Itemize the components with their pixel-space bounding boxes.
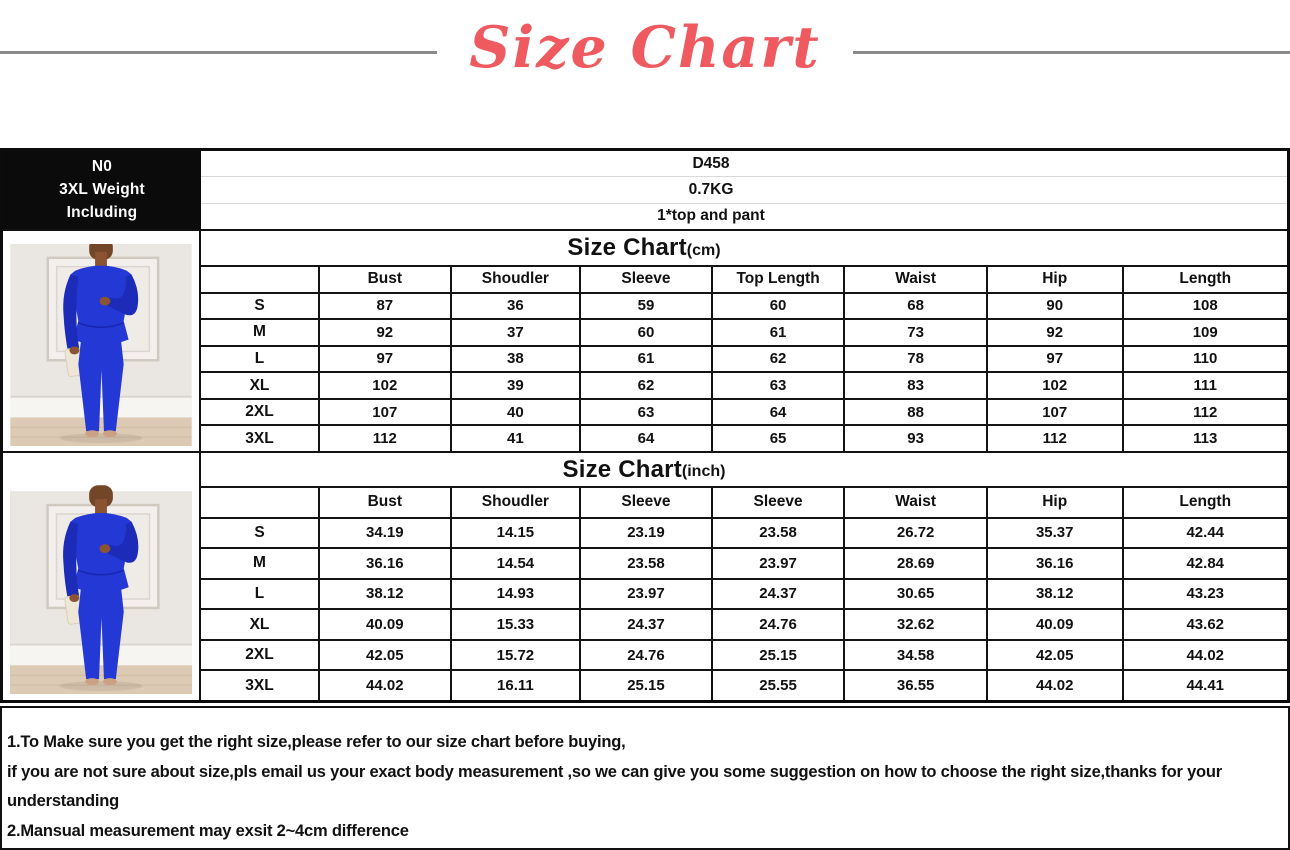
row-label-xl: XL (201, 371, 318, 398)
row-label-xl: XL (201, 608, 318, 639)
product-number-value: D458 (201, 151, 1287, 177)
row-label-3xl: 3XL (201, 424, 318, 451)
table-cell-value: 37 (450, 318, 580, 345)
product-photo-1 (3, 231, 201, 453)
table-cell-value: 43.62 (1122, 608, 1287, 639)
table-cell-value: 68 (843, 292, 986, 319)
size-chart-cm-unit: (cm) (686, 241, 721, 259)
table-cell-value: 28.69 (843, 547, 986, 578)
table-cell-value: 92 (986, 318, 1122, 345)
table-cell-value: 113 (1122, 424, 1287, 451)
table-cell-value: 16.11 (450, 669, 580, 700)
table-cell-value: 38.12 (986, 578, 1122, 609)
column-header-sleeve: Sleeve (711, 486, 844, 517)
note-line-4: 2.Mansual measurement may exsit 2~4cm difference (7, 821, 409, 840)
table-cell-value: 24.37 (711, 578, 844, 609)
note-line-3: understanding (7, 792, 119, 810)
table-cell-value: 23.58 (579, 547, 711, 578)
table-cell-value: 73 (843, 318, 986, 345)
table-cell-value: 40.09 (986, 608, 1122, 639)
table-cell-value: 110 (1122, 345, 1287, 372)
row-label-3xl: 3XL (201, 669, 318, 700)
product-photo-1-figure (10, 244, 192, 446)
size-chart-inch-heading (201, 453, 1287, 486)
table-cell-value: 42.05 (318, 639, 450, 670)
table-cell-value: 15.72 (450, 639, 580, 670)
column-header-blank (201, 265, 318, 292)
table-cell-value: 102 (318, 371, 450, 398)
product-including-label: Including (66, 203, 138, 221)
table-cell-value: 62 (579, 371, 711, 398)
table-cell-value: 14.15 (450, 517, 580, 548)
row-label-m: M (201, 547, 318, 578)
table-cell-value: 62 (711, 345, 844, 372)
table-cell-value: 64 (579, 424, 711, 451)
size-chart-inch-table (201, 453, 1287, 700)
title-band (0, 0, 1290, 104)
table-cell-value: 108 (1122, 292, 1287, 319)
table-cell-value: 111 (1122, 371, 1287, 398)
sizing-notes (0, 706, 1290, 850)
row-label-l: L (201, 345, 318, 372)
table-cell-value: 83 (843, 371, 986, 398)
table-cell-value: 60 (579, 318, 711, 345)
column-header-sleeve: Sleeve (579, 265, 711, 292)
table-cell-value: 78 (843, 345, 986, 372)
column-header-bust: Bust (318, 265, 450, 292)
product-weight-value: 0.7KG (201, 177, 1287, 203)
table-cell-value: 23.97 (579, 578, 711, 609)
column-header-hip: Hip (986, 486, 1122, 517)
table-cell-value: 112 (318, 424, 450, 451)
column-header-top-length: Top Length (711, 265, 844, 292)
table-cell-value: 102 (986, 371, 1122, 398)
table-cell-value: 41 (450, 424, 580, 451)
column-header-waist: Waist (843, 486, 986, 517)
size-chart-cm-heading (201, 231, 1287, 265)
column-header-shoudler: Shoudler (450, 265, 580, 292)
table-cell-value: 87 (318, 292, 450, 319)
table-cell-value: 25.15 (579, 669, 711, 700)
table-cell-value: 93 (843, 424, 986, 451)
table-cell-value: 25.55 (711, 669, 844, 700)
product-photo-2 (3, 453, 201, 700)
table-cell-value: 14.54 (450, 547, 580, 578)
table-cell-value: 24.76 (579, 639, 711, 670)
table-cell-value: 42.05 (986, 639, 1122, 670)
column-header-length: Length (1122, 486, 1287, 517)
table-cell-value: 39 (450, 371, 580, 398)
table-cell-value: 23.58 (711, 517, 844, 548)
table-cell-value: 40.09 (318, 608, 450, 639)
table-cell-value: 34.58 (843, 639, 986, 670)
table-cell-value: 36 (450, 292, 580, 319)
table-cell-value: 97 (318, 345, 450, 372)
column-header-length: Length (1122, 265, 1287, 292)
table-cell-value: 64 (711, 398, 844, 425)
size-chart-cm-title: Size Chart (567, 234, 687, 261)
table-cell-value: 44.02 (986, 669, 1122, 700)
page-title: Size Chart (469, 13, 821, 81)
size-chart-cm-table (201, 231, 1287, 453)
table-cell-value: 97 (986, 345, 1122, 372)
note-line-2: if you are not sure about size,pls email us your exact body measurement ,so we can give you some suggestion on how to choose the right size,thanks for your (7, 762, 1223, 781)
table-cell-value: 63 (579, 398, 711, 425)
row-label-2xl: 2XL (201, 398, 318, 425)
table-cell-value: 92 (318, 318, 450, 345)
table-cell-value: 38.12 (318, 578, 450, 609)
table-cell-value: 23.19 (579, 517, 711, 548)
table-cell-value: 44.02 (1122, 639, 1287, 670)
row-label-s: S (201, 517, 318, 548)
product-header-values (201, 151, 1287, 231)
table-cell-value: 34.19 (318, 517, 450, 548)
model-in-blue-suit-illustration (10, 244, 192, 446)
column-header-hip: Hip (986, 265, 1122, 292)
row-label-s: S (201, 292, 318, 319)
table-cell-value: 112 (1122, 398, 1287, 425)
table-cell-value: 36.55 (843, 669, 986, 700)
table-cell-value: 14.93 (450, 578, 580, 609)
table-cell-value: 65 (711, 424, 844, 451)
table-cell-value: 32.62 (843, 608, 986, 639)
title-rule-left (0, 51, 437, 54)
model-in-blue-suit-illustration (10, 483, 192, 694)
table-cell-value: 63 (711, 371, 844, 398)
table-cell-value: 107 (986, 398, 1122, 425)
table-cell-value: 36.16 (318, 547, 450, 578)
table-cell-value: 43.23 (1122, 578, 1287, 609)
column-header-shoudler: Shoudler (450, 486, 580, 517)
product-number-label: N0 (91, 158, 113, 176)
table-cell-value: 24.37 (579, 608, 711, 639)
column-header-bust: Bust (318, 486, 450, 517)
table-cell-value: 112 (986, 424, 1122, 451)
table-cell-value: 35.37 (986, 517, 1122, 548)
table-cell-value: 61 (579, 345, 711, 372)
table-cell-value: 90 (986, 292, 1122, 319)
table-cell-value: 44.02 (318, 669, 450, 700)
table-cell-value: 59 (579, 292, 711, 319)
table-cell-value: 107 (318, 398, 450, 425)
table-cell-value: 23.97 (711, 547, 844, 578)
column-header-waist: Waist (843, 265, 986, 292)
table-cell-value: 42.44 (1122, 517, 1287, 548)
table-cell-value: 88 (843, 398, 986, 425)
table-cell-value: 15.33 (450, 608, 580, 639)
row-label-l: L (201, 578, 318, 609)
table-cell-value: 42.84 (1122, 547, 1287, 578)
size-chart-panel (0, 148, 1290, 703)
table-cell-value: 60 (711, 292, 844, 319)
size-chart-inch-title: Size Chart (562, 455, 682, 483)
table-cell-value: 61 (711, 318, 844, 345)
product-header-labels (3, 151, 201, 231)
table-cell-value: 30.65 (843, 578, 986, 609)
title-rule-right (853, 51, 1290, 54)
table-cell-value: 44.41 (1122, 669, 1287, 700)
table-cell-value: 26.72 (843, 517, 986, 548)
table-cell-value: 25.15 (711, 639, 844, 670)
product-weight-label: 3XL Weight (59, 180, 145, 198)
table-cell-value: 109 (1122, 318, 1287, 345)
table-cell-value: 24.76 (711, 608, 844, 639)
table-cell-value: 38 (450, 345, 580, 372)
note-line-1: 1.To Make sure you get the right size,please refer to our size chart before buying, (7, 733, 626, 751)
product-including-value: 1*top and pant (657, 207, 765, 225)
product-photo-2-figure (10, 483, 192, 694)
column-header-sleeve: Sleeve (579, 486, 711, 517)
size-chart-inch-unit: (inch) (681, 463, 726, 480)
column-header-blank (201, 486, 318, 517)
table-cell-value: 36.16 (986, 547, 1122, 578)
row-label-m: M (201, 318, 318, 345)
row-label-2xl: 2XL (201, 639, 318, 670)
table-cell-value: 40 (450, 398, 580, 425)
